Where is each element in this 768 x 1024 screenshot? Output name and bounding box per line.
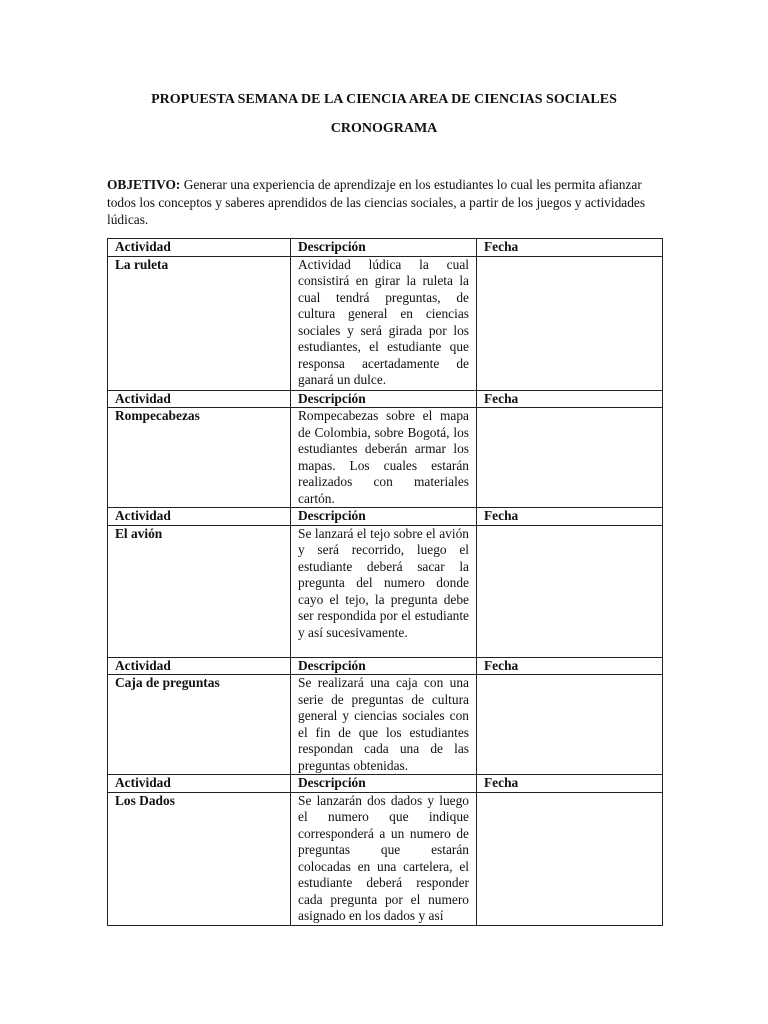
document-title: PROPUESTA SEMANA DE LA CIENCIA AREA DE CIENCIAS SOCIALES (151, 92, 617, 107)
header-date: Fecha (477, 508, 663, 526)
table-row (108, 408, 663, 508)
header-activity: Actividad (108, 775, 291, 793)
header-date: Fecha (477, 239, 663, 257)
header-date: Fecha (477, 390, 663, 408)
activity-name: El avión (108, 525, 291, 657)
header-date: Fecha (477, 775, 663, 793)
objective-text: Generar una experiencia de aprendizaje en los estudiantes lo cual les permita afianzar todos los conceptos y saberes aprendidos de las ciencias sociales, a partir de los juegos y actividades lúdicas. (107, 177, 646, 227)
header-activity: Actividad (108, 657, 291, 675)
header-description: Descripción (291, 775, 477, 793)
activity-date (477, 792, 663, 925)
activity-name: Caja de preguntas (108, 675, 291, 775)
activity-name: Rompecabezas (108, 408, 291, 508)
table-header-row (108, 390, 663, 408)
table-header-row (108, 239, 663, 257)
activity-date (477, 675, 663, 775)
table-row (108, 256, 663, 390)
activity-description: Rompecabezas sobre el mapa de Colombia, sobre Bogotá, los estudiantes deberán armar los mapas. Los cuales estarán realizados con materiales cartón. (291, 408, 477, 508)
activity-name: La ruleta (108, 256, 291, 390)
activity-name: Los Dados (108, 792, 291, 925)
activity-description: Se lanzarán dos dados y luego el numero que indique corresponderá a un numero de preguntas que estarán colocadas en una cartelera, el estudiante deberá responder cada pregunta por el numero asignado en los dados y así (291, 792, 477, 925)
table-header-row (108, 508, 663, 526)
objective-label: OBJETIVO: (107, 177, 181, 192)
activity-description: Se realizará una caja con una serie de preguntas de cultura general y ciencias sociales con el fin de que los estudiantes respondan cada una de las preguntas obtenidas. (291, 675, 477, 775)
table-row (108, 675, 663, 775)
document-subtitle: CRONOGRAMA (330, 121, 438, 136)
table-row (108, 792, 663, 925)
activity-description: Actividad lúdica la cual consistirá en girar la ruleta la cual tendrá preguntas, de cultura general en ciencias sociales y será girada por los estudiantes, el estudiante que responsa acertadamente de ganará un dulce. (291, 256, 477, 390)
header-description: Descripción (291, 239, 477, 257)
schedule-table (107, 238, 663, 926)
header-description: Descripción (291, 390, 477, 408)
header-activity: Actividad (108, 239, 291, 257)
header-date: Fecha (477, 657, 663, 675)
header-activity: Actividad (108, 390, 291, 408)
activity-date (477, 525, 663, 657)
header-description: Descripción (291, 508, 477, 526)
table-row (108, 525, 663, 657)
activity-date (477, 256, 663, 390)
activity-description: Se lanzará el tejo sobre el avión y será recorrido, luego el estudiante deberá sacar la pregunta del numero donde cayo el tejo, la pregunta debe ser respondida por el estudiante y así sucesivamente. (291, 525, 477, 657)
objective-paragraph (107, 176, 662, 229)
table-header-row (108, 657, 663, 675)
activity-date (477, 408, 663, 508)
header-activity: Actividad (108, 508, 291, 526)
table-header-row (108, 775, 663, 793)
header-description: Descripción (291, 657, 477, 675)
